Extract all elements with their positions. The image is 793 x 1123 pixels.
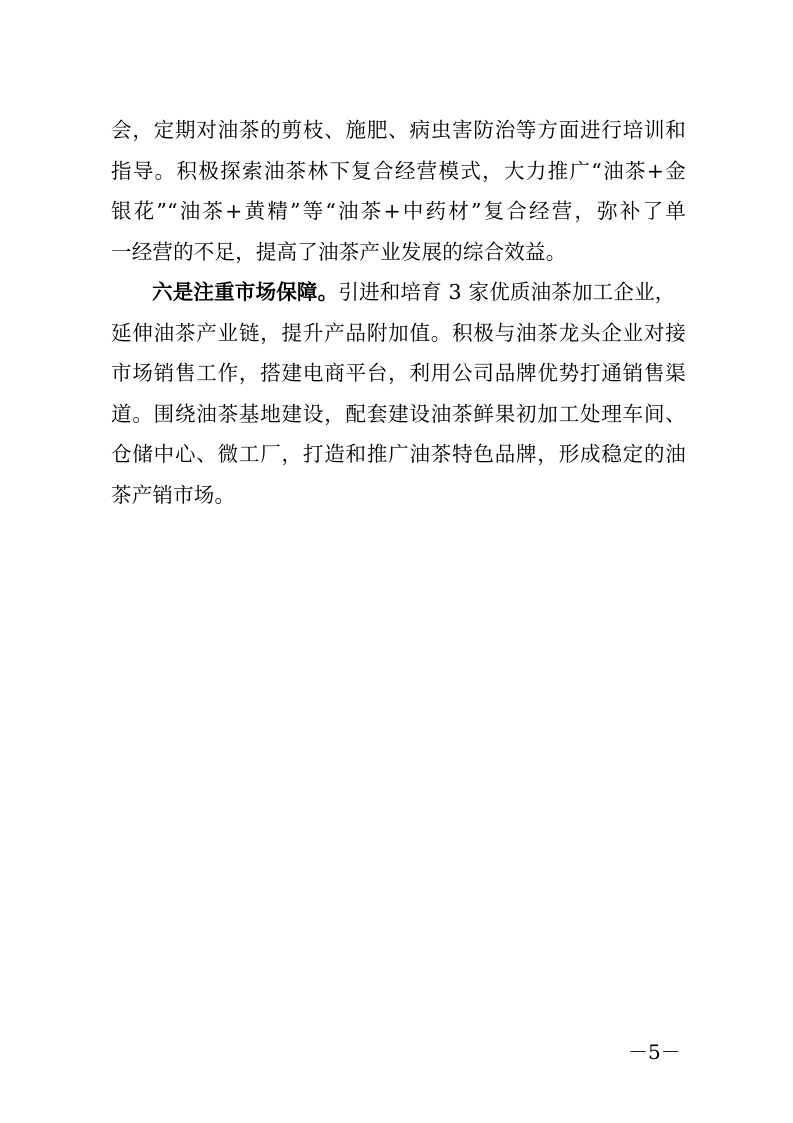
text-line: 指导。积极探索油茶林下复合经营模式，大力推广“油茶+金 — [111, 158, 686, 183]
text-line — [111, 272, 686, 313]
text-line: 市场销售工作，搭建电商平台，利用公司品牌优势打通销售渠 — [111, 361, 686, 385]
section-lead-text: 引进和培育 3 家优质油茶加工企业， — [338, 280, 676, 304]
paragraph-market-guarantee — [111, 272, 686, 515]
text-line: 道。围绕油茶基地建设，配套建设油茶鲜果初加工处理车间、 — [111, 401, 686, 426]
text-line: 会，定期对油茶的剪枝、施肥、病虫害防治等方面进行培训和 — [111, 118, 686, 142]
text-line: 延伸油茶产业链，提升产品附加值。积极与油茶龙头企业对接 — [111, 320, 686, 345]
text-line: 银花”“油茶+黄精”等“油茶+中药材”复合经营，弥补了单 — [111, 199, 686, 223]
text-line: 茶产销市场。 — [111, 482, 236, 507]
text-line: 一经营的不足，提高了油茶产业发展的综合效益。 — [111, 239, 567, 264]
section-heading: 六是注重市场保障。 — [152, 280, 339, 304]
paragraph-training — [111, 110, 686, 272]
page-number: －5－ — [628, 1040, 681, 1064]
document-body — [111, 110, 686, 515]
text-line: 仓储中心、微工厂，打造和推广油茶特色品牌，形成稳定的油 — [111, 442, 686, 466]
